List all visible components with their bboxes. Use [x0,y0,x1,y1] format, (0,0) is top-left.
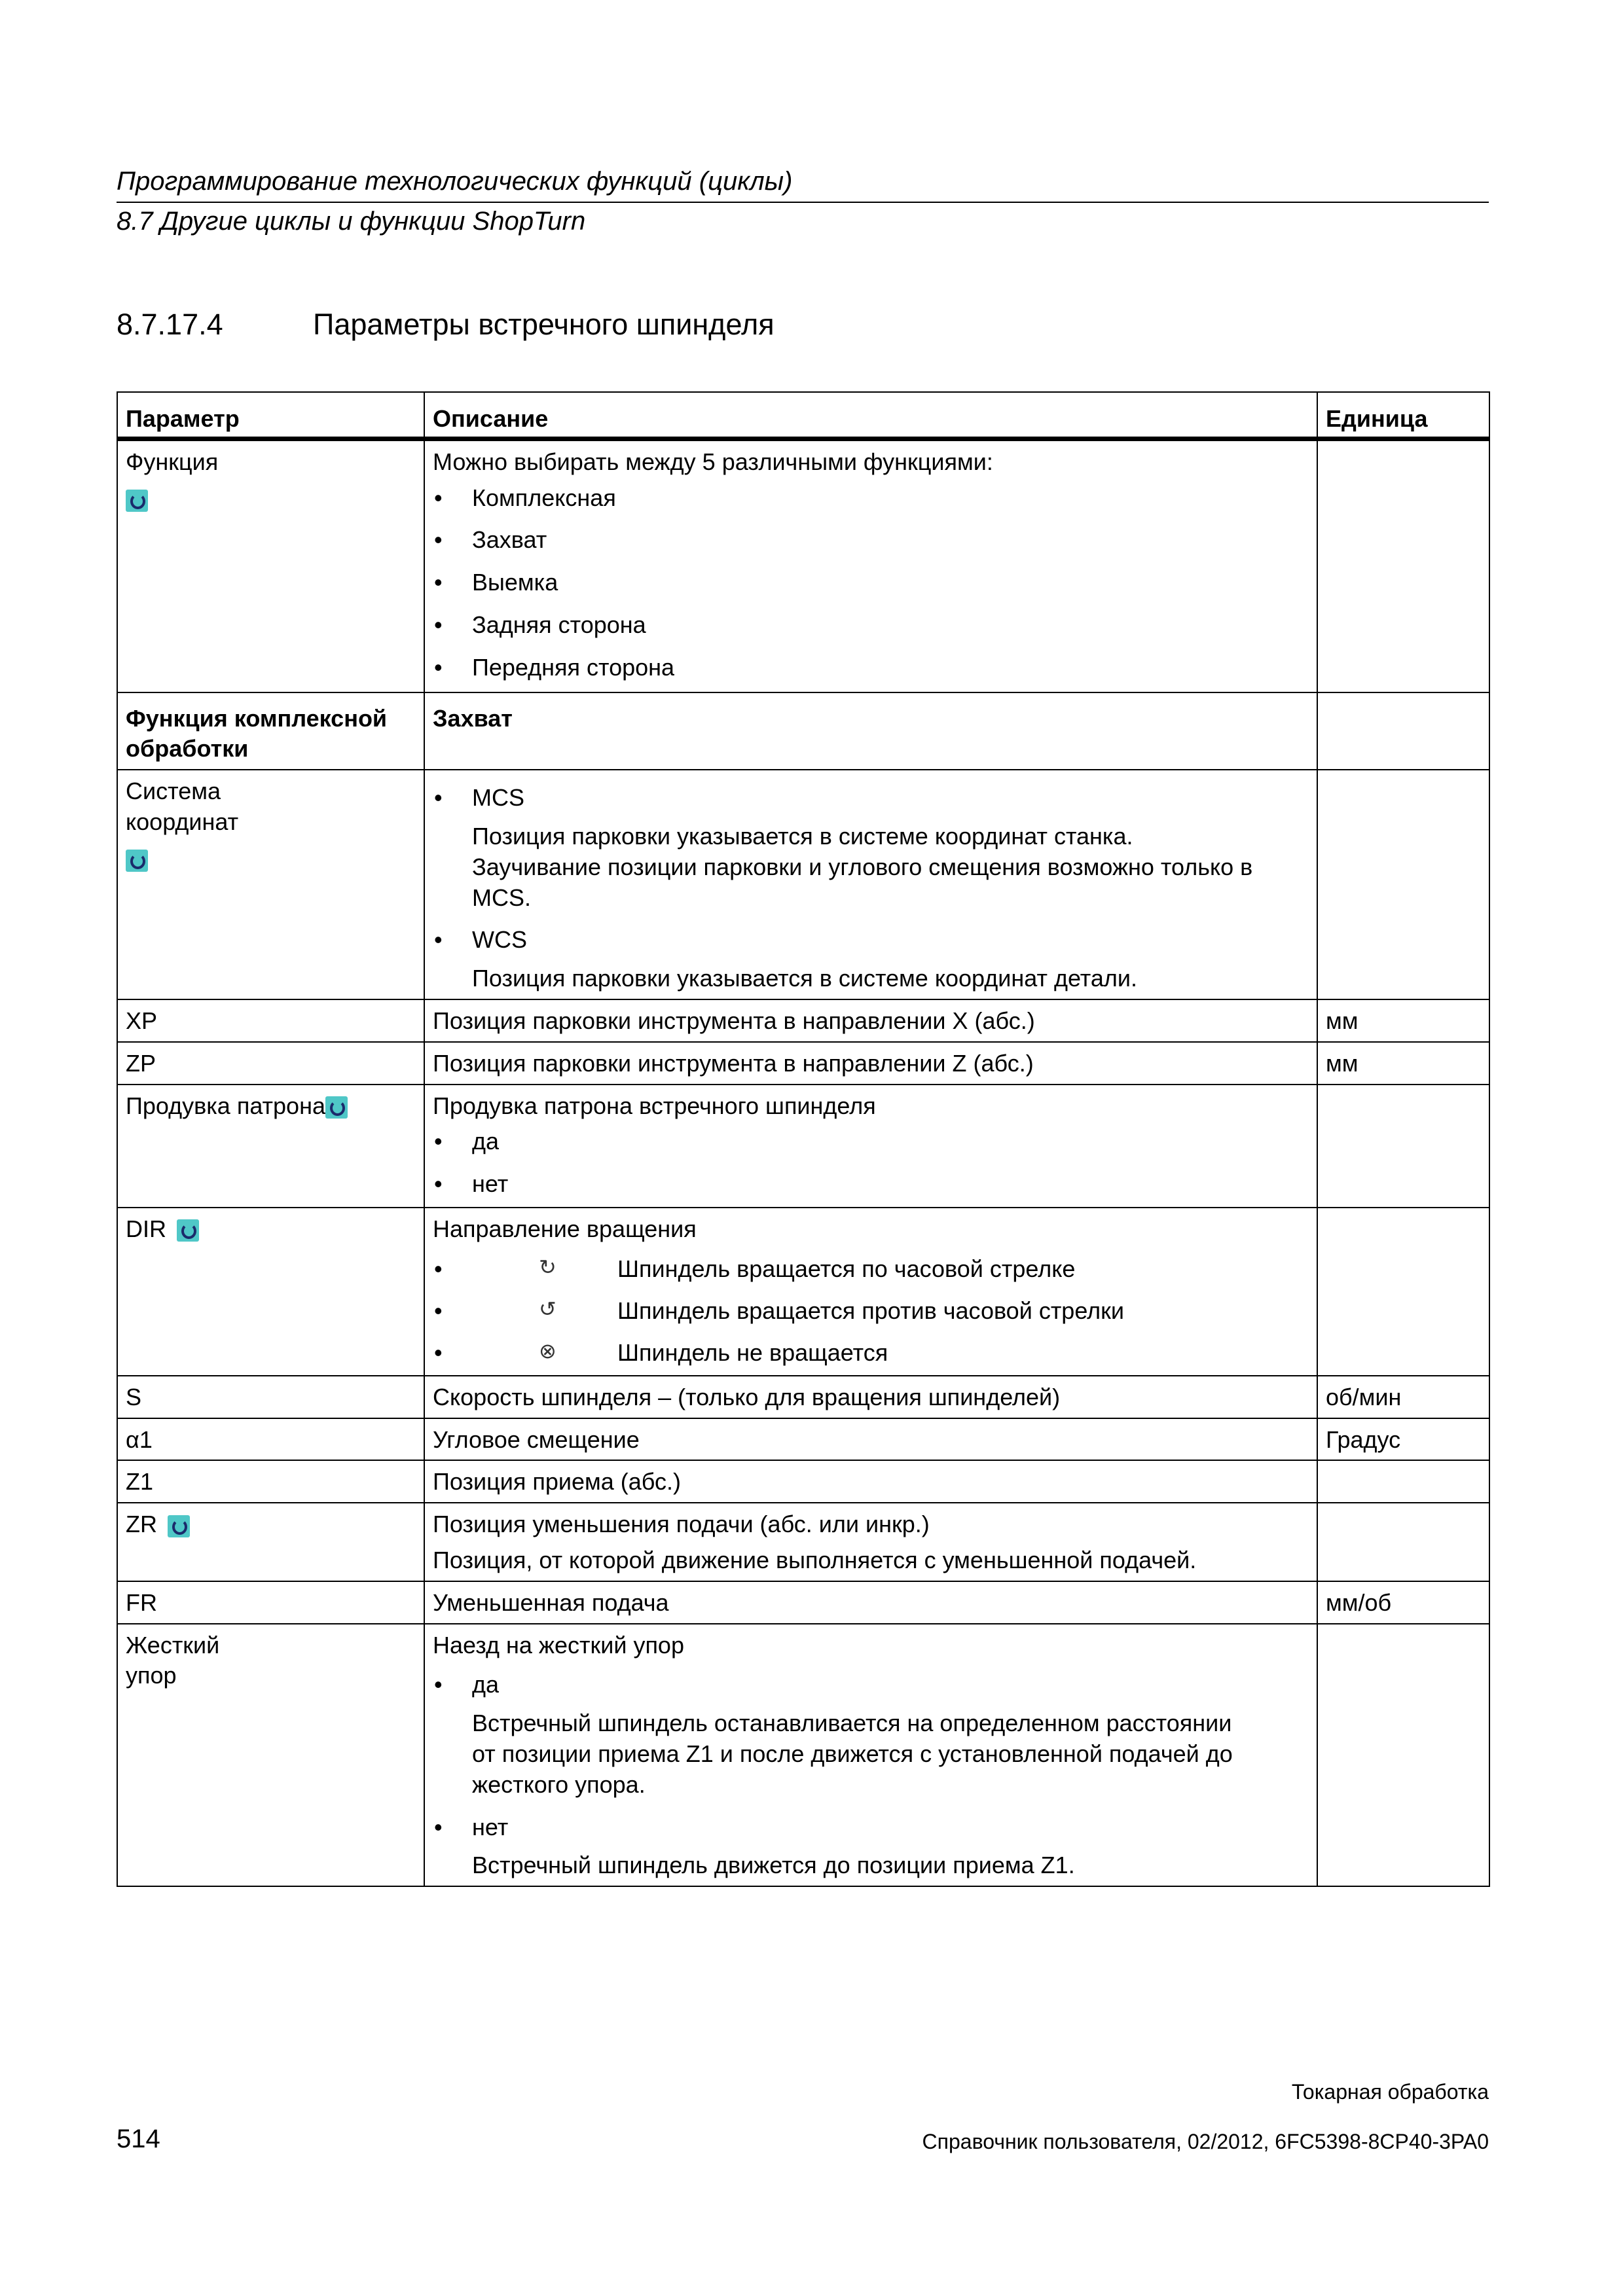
list-item: • да [433,1670,1309,1700]
description-line: от позиции приема Z1 и после движется с установленной подачей до [472,1740,1233,1767]
sub-description [433,1708,1309,1800]
bullet-list [433,783,1309,814]
description-line: жесткого упора. [472,1770,646,1798]
bullet-list [433,483,1309,683]
description-line: Позиция уменьшения подачи (абс. или инкр.) [433,1511,930,1538]
list-item: • Комплексная [433,483,1309,514]
unit-cell: мм [1317,999,1489,1042]
list-item: • да [433,1126,1309,1157]
unit-cell [1317,692,1489,770]
running-header-chapter: Программирование технологических функций (циклы) [117,167,793,196]
table-row-coordinate-system [117,770,1489,999]
param-name: ZR [126,1511,157,1538]
description-cell [424,770,1317,999]
description-line: Встречный шпиндель останавливается на определенном расстоянии [472,1710,1232,1737]
list-item: • MCS [433,783,1309,814]
description-line: MCS. [472,884,531,911]
param-name: координат [126,808,239,835]
unit-cell [1317,1208,1489,1376]
unit-cell: мм [1317,1042,1489,1085]
list-item: • WCS [433,925,1309,956]
page-number: 514 [117,2125,160,2153]
bullet-list [433,1670,1309,1700]
table-row-dir [117,1208,1489,1376]
description-cell: Уменьшенная подача [424,1581,1317,1624]
table-row-z1 [117,1460,1489,1503]
column-header-unit: Единица [1317,392,1489,439]
list-item: • Выемка [433,567,1309,598]
list-item-text: Шпиндель вращается против часовой стрелки [617,1297,1125,1324]
unit-cell: об/мин [1317,1376,1489,1418]
description-line: Заучивание позиции парковки и углового смещения возможно только в [472,853,1253,880]
param-cell [117,692,424,770]
list-item: • ↻ Шпиндель вращается по часовой стрелке [433,1254,1309,1284]
cycle-toggle-icon [126,850,148,872]
list-item-text: Шпиндель вращается по часовой стрелке [617,1255,1076,1282]
table-row-fr [117,1581,1489,1624]
list-item: • ↺ Шпиндель вращается против часовой стрелки [433,1296,1309,1326]
param-cell: Z1 [117,1460,424,1503]
unit-cell [1317,1503,1489,1581]
table-row-zp [117,1042,1489,1085]
table-row-xp [117,999,1489,1042]
description-text: Можно выбирать между 5 различными функциями: [433,448,993,475]
table-row-complex-function [117,692,1489,770]
description-text: Наезд на жесткий упор [433,1631,684,1659]
unit-cell: мм/об [1317,1581,1489,1624]
param-name: DIR [126,1215,166,1242]
param-cell [117,1208,424,1376]
sub-description [433,821,1309,913]
unit-cell: Градус [1317,1418,1489,1461]
section-number: 8.7.17.4 [117,308,223,341]
table-row-alpha1 [117,1418,1489,1461]
table-row-fixed-stop [117,1624,1489,1887]
description-cell: Скорость шпинделя – (только для вращения шпинделей) [424,1376,1317,1418]
param-cell [117,1085,424,1208]
description-cell: Угловое смещение [424,1418,1317,1461]
description-cell: Позиция парковки инструмента в направлении X (абс.) [424,999,1317,1042]
list-item: • Задняя сторона [433,610,1309,641]
table-row-s [117,1376,1489,1418]
param-cell: S [117,1376,424,1418]
list-item: • нет [433,1169,1309,1200]
sub-description [433,963,1309,994]
param-cell: FR [117,1581,424,1624]
description-line: Встречный шпиндель движется до позиции приема Z1. [472,1852,1075,1879]
bullet-list [433,925,1309,956]
param-name: Функция комплексной [126,704,388,732]
list-item: • нет [433,1812,1309,1843]
description-cell: Захват [424,692,1317,770]
description-cell [424,439,1317,692]
running-header-section: 8.7 Другие циклы и функции ShopTurn [117,207,586,236]
list-item: • Захват [433,525,1309,556]
table-header-row [117,392,1489,439]
header-divider [117,202,1489,203]
param-name: обработки [126,735,249,762]
param-cell: α1 [117,1418,424,1461]
bullet-list [433,1126,1309,1200]
unit-cell [1317,770,1489,999]
description-text: Направление вращения [433,1215,697,1242]
cycle-toggle-icon [177,1219,199,1242]
cycle-toggle-icon [168,1515,190,1537]
param-name: Продувка патрона [126,1092,325,1119]
table-row-zr [117,1503,1489,1581]
bullet-list [433,1812,1309,1843]
param-cell [117,1624,424,1887]
table-row-chuck-blow [117,1085,1489,1208]
column-header-description: Описание [424,392,1317,439]
description-cell [424,1208,1317,1376]
spindle-counterclockwise-icon: ↺ [539,1297,556,1321]
unit-cell [1317,439,1489,692]
description-cell [424,1085,1317,1208]
spindle-stop-icon: ⊗ [539,1338,556,1363]
list-item-text: Шпиндель не вращается [617,1338,888,1366]
description-line: Позиция, от которой движение выполняется с уменьшенной подачей. [433,1546,1197,1573]
description-cell: Позиция приема (абс.) [424,1460,1317,1503]
footer-book-title: Токарная обработка [1291,2080,1489,2104]
param-name: упор [126,1662,177,1689]
unit-cell [1317,1624,1489,1887]
description-text: Продувка патрона встречного шпинделя [433,1092,876,1119]
description-cell: Позиция парковки инструмента в направлении Z (абс.) [424,1042,1317,1085]
param-cell [117,1503,424,1581]
spindle-clockwise-icon: ↻ [539,1255,556,1279]
description-line: Позиция парковки указывается в системе координат детали. [472,965,1137,992]
list-item: • ⊗ Шпиндель не вращается [433,1338,1309,1368]
cycle-toggle-icon [126,490,148,512]
param-cell [117,770,424,999]
param-name: Жесткий [126,1631,220,1659]
table-row-function [117,439,1489,692]
param-name: Система [126,778,221,805]
description-line: Позиция парковки указывается в системе координат станка. [472,822,1133,850]
sub-description [433,1850,1309,1881]
description-cell [424,1503,1317,1581]
description-cell [424,1624,1317,1887]
param-name: Функция [126,448,219,475]
unit-cell [1317,1460,1489,1503]
section-title: Параметры встречного шпинделя [313,308,775,341]
param-cell: ZP [117,1042,424,1085]
column-header-parameter: Параметр [117,392,424,439]
parameters-table [117,391,1490,1887]
param-cell: XP [117,999,424,1042]
unit-cell [1317,1085,1489,1208]
footer-reference: Справочник пользователя, 02/2012, 6FC5398-8CP40-3PA0 [922,2130,1489,2153]
param-cell [117,439,424,692]
list-item: • Передняя сторона [433,653,1309,683]
cycle-toggle-icon [325,1096,348,1119]
